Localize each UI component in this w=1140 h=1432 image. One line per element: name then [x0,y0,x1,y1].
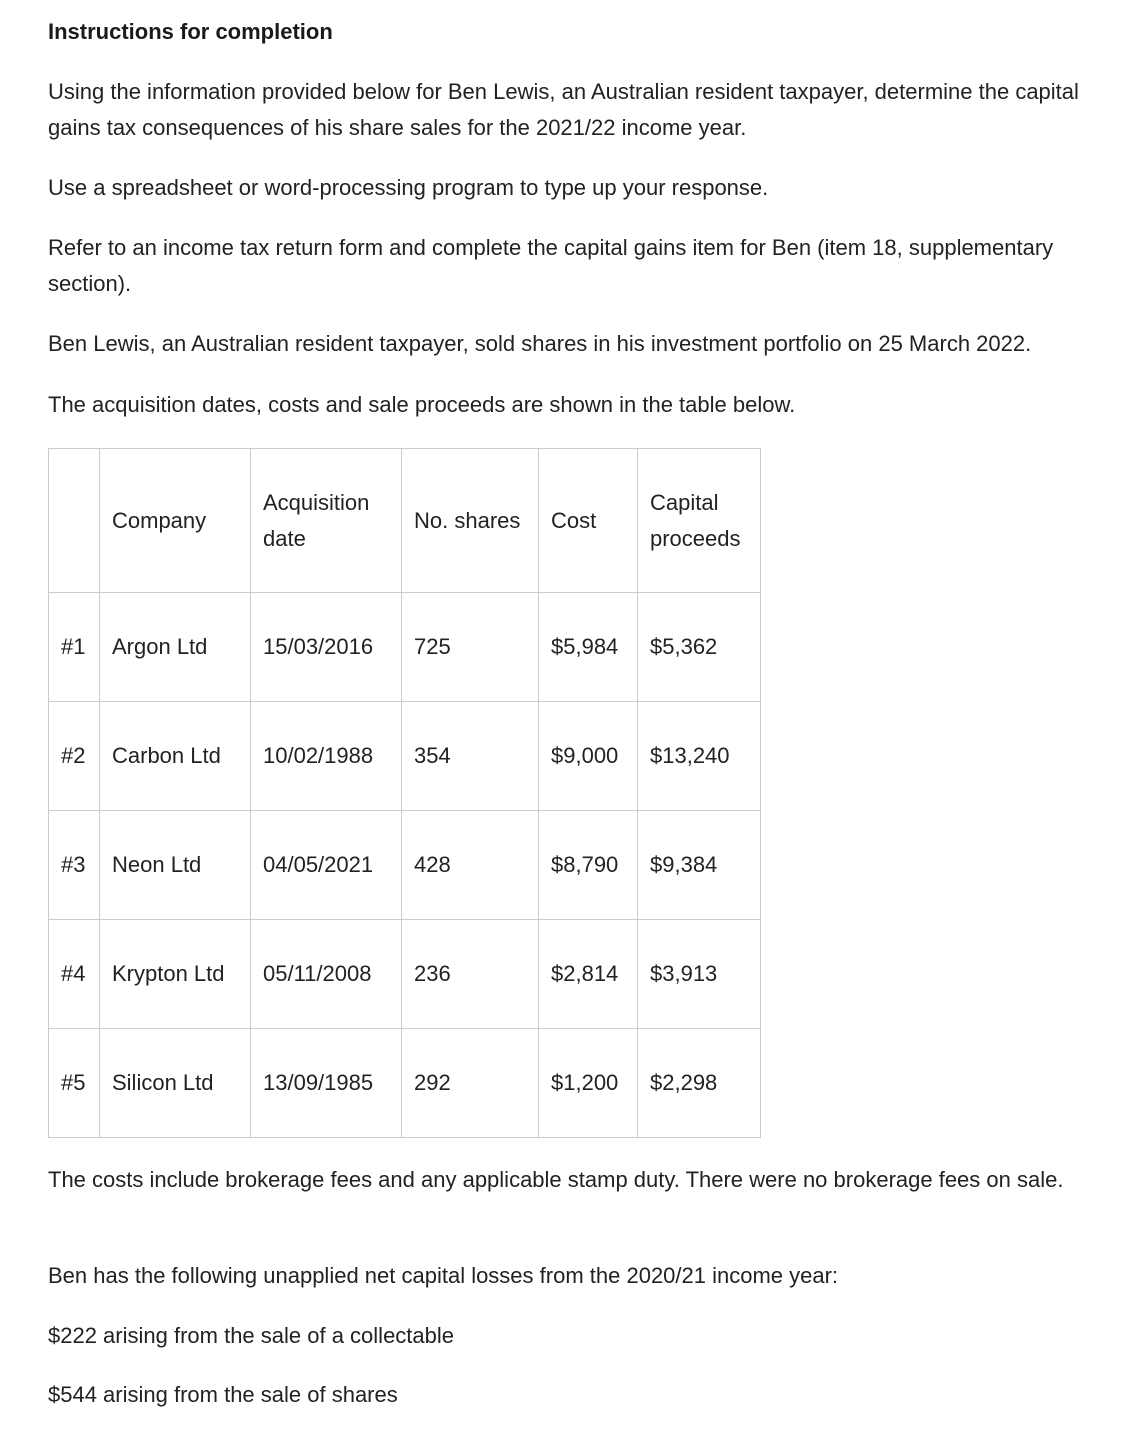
cell-capital-proceeds: $5,362 [638,593,761,702]
cell-index: #4 [49,920,100,1029]
cell-cost: $5,984 [539,593,638,702]
cell-index: #5 [49,1029,100,1138]
cell-cost: $1,200 [539,1029,638,1138]
cell-acquisition-date: 10/02/1988 [251,702,402,811]
cell-capital-proceeds: $9,384 [638,811,761,920]
cell-company: Carbon Ltd [100,702,251,811]
cell-company: Krypton Ltd [100,920,251,1029]
sold-paragraph: Ben Lewis, an Australian resident taxpayer, sold shares in his investment portfolio on 25 March 2022. [48,331,1032,356]
header-cost [539,449,638,593]
cell-acquisition-date: 04/05/2021 [251,811,402,920]
cell-no-shares: 292 [402,1029,539,1138]
cell-cost: $8,790 [539,811,638,920]
table-header-row [49,449,761,593]
cell-no-shares: 428 [402,811,539,920]
header-company [100,449,251,593]
table-row [49,811,761,920]
header-proceeds-line1: Capital [650,489,719,515]
spreadsheet-paragraph: Use a spreadsheet or word-processing program to type up your response. [48,175,769,200]
cell-index: #2 [49,702,100,811]
loss-collectable-paragraph: $222 arising from the sale of a collectable [48,1323,455,1348]
cell-cost: $9,000 [539,702,638,811]
cell-company: Neon Ltd [100,811,251,920]
header-cost-label: Cost [551,507,597,533]
table-row [49,1029,761,1138]
cell-no-shares: 354 [402,702,539,811]
cell-company: Silicon Ltd [100,1029,251,1138]
header-capital-proceeds [638,449,761,593]
header-acq-line2: date [263,525,306,551]
cell-acquisition-date: 15/03/2016 [251,593,402,702]
cell-capital-proceeds: $3,913 [638,920,761,1029]
intro-paragraph: Using the information provided below for Ben Lewis, an Australian resident taxpayer, determine the capital gains tax consequences of his share sales for the 2021/22 income year. [48,79,1079,140]
cell-company: Argon Ltd [100,593,251,702]
cell-cost: $2,814 [539,920,638,1029]
share-sales-table [48,448,761,1138]
header-index [49,449,100,593]
cell-no-shares: 725 [402,593,539,702]
header-company-label: Company [112,507,207,533]
table-row [49,920,761,1029]
cell-acquisition-date: 05/11/2008 [251,920,402,1029]
page-title: Instructions for completion [48,19,333,44]
header-proceeds-line2: proceeds [650,525,741,551]
cell-capital-proceeds: $13,240 [638,702,761,811]
costs-note-paragraph: The costs include brokerage fees and any applicable stamp duty. There were no brokerage fees on sale. [48,1167,1064,1192]
table-row [49,702,761,811]
refer-paragraph: Refer to an income tax return form and complete the capital gains item for Ben (item 18, supplementary section). [48,235,1054,296]
cell-index: #3 [49,811,100,920]
cell-no-shares: 236 [402,920,539,1029]
header-no-shares [402,449,539,593]
table-intro-paragraph: The acquisition dates, costs and sale proceeds are shown in the table below. [48,392,796,417]
header-shares-label: No. shares [414,507,521,533]
cell-index: #1 [49,593,100,702]
losses-intro-paragraph: Ben has the following unapplied net capital losses from the 2020/21 income year: [48,1263,839,1288]
header-acq-line1: Acquisition [263,489,370,515]
cell-acquisition-date: 13/09/1985 [251,1029,402,1138]
table-row [49,593,761,702]
cell-capital-proceeds: $2,298 [638,1029,761,1138]
header-acquisition-date [251,449,402,593]
loss-shares-paragraph: $544 arising from the sale of shares [48,1382,398,1407]
